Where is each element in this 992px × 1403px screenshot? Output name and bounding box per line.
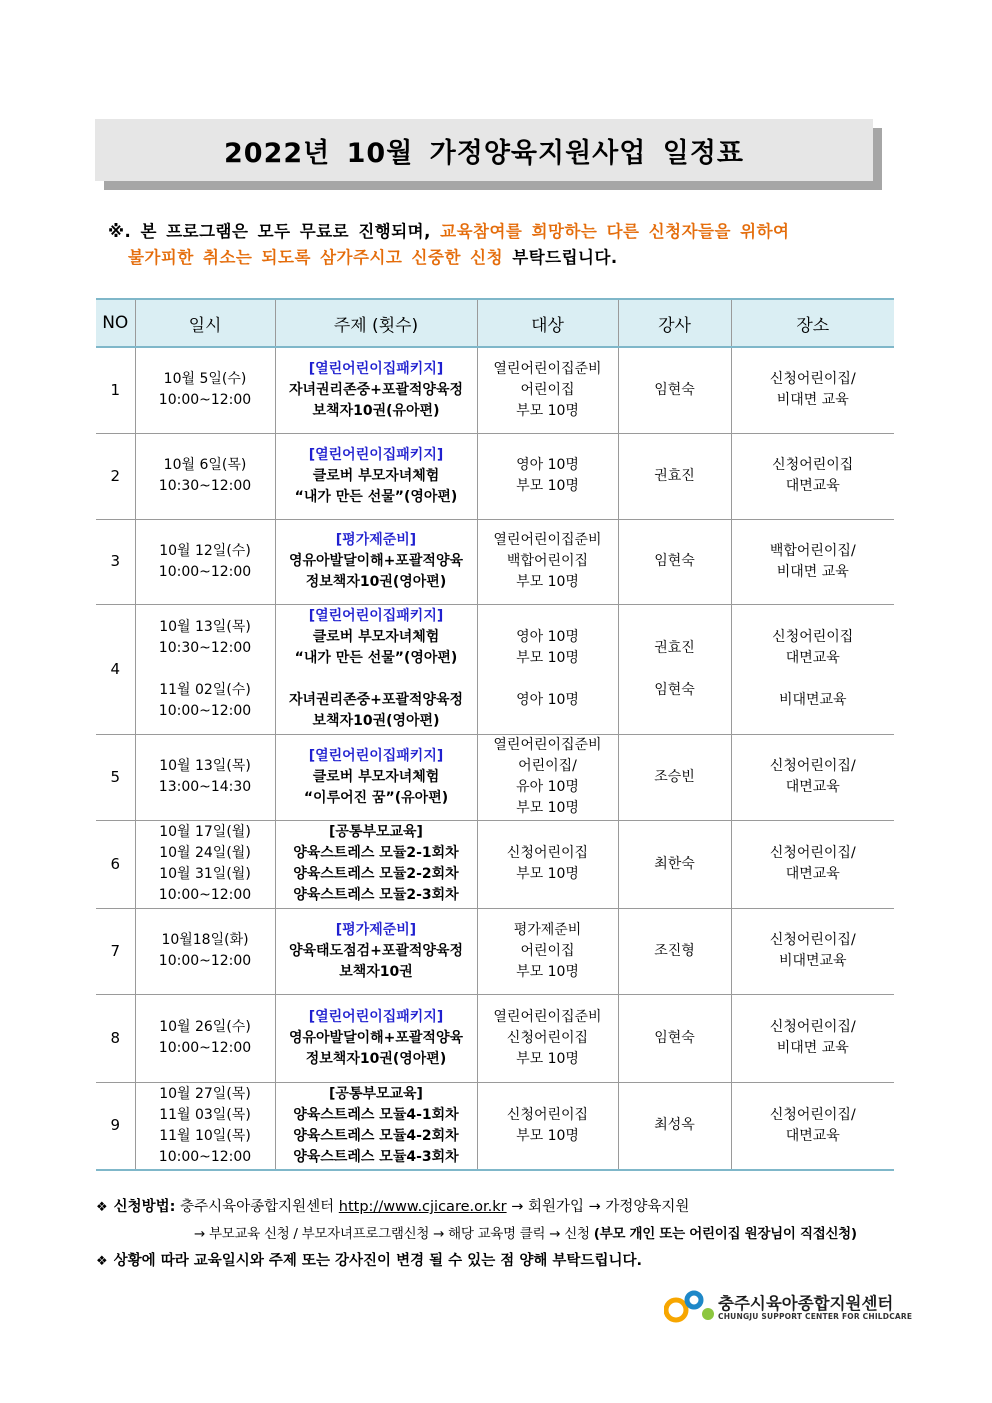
cell-line: 10월 13일(목) (159, 618, 251, 635)
table-row (96, 347, 894, 433)
cell-line: 영아 10명 (516, 692, 579, 708)
cell-place (731, 908, 894, 994)
cell-lecturer (618, 1082, 731, 1170)
cell-lecturer (618, 604, 731, 734)
cell-place (731, 347, 894, 433)
cell-target (477, 908, 618, 994)
notice-line-1 (108, 219, 888, 245)
cell-line (136, 659, 275, 680)
bullet-icon: ❖ (96, 1254, 108, 1269)
cell-line: 보책자10권(유아편) (312, 402, 440, 419)
cell-topic (275, 1082, 477, 1170)
cell-line: 정보책자10권(영아편) (305, 1050, 447, 1067)
cell-line: 신청어린이집/ (769, 1106, 856, 1123)
cell-date (135, 519, 275, 604)
cell-date (135, 734, 275, 820)
cell-line: 유아 10명 (516, 779, 579, 795)
cell-line: 백합어린이집/ (769, 542, 856, 559)
cell-line: “이루어진 꿈”(유아편) (303, 789, 449, 806)
cell-line: 임현숙 (654, 681, 695, 698)
notice-text-end: 부탁드립니다. (503, 248, 618, 267)
notice-text: 본 프로그램은 모두 무료로 진행되며, (131, 222, 441, 241)
cell-line: “내가 만든 선물”(영아편) (294, 488, 458, 505)
cell-line: 신청어린이집 (506, 845, 589, 861)
notice-mark: ※. (108, 222, 132, 241)
cell-place (731, 604, 894, 734)
topic-tag: [열린어린이집패키지] (308, 608, 444, 624)
cell-line: “내가 만든 선물”(영아편) (294, 650, 458, 666)
cell-line: 양육스트레스 모듈2-1회차 (293, 845, 459, 861)
cell-line: 열린어린이집준비 (493, 360, 602, 377)
table-row (96, 433, 894, 519)
cell-line: 보책자10권(영아편) (312, 713, 440, 729)
cell-target (477, 994, 618, 1082)
cell-line: 열린어린이집준비 (493, 737, 602, 753)
cell-place (731, 994, 894, 1082)
cell-line: 영아 10명 (516, 457, 579, 473)
cell-target (477, 347, 618, 433)
cell-line: 양육스트레스 모듈2-2회차 (293, 866, 459, 882)
cell-line: 대면교육 (785, 478, 840, 494)
cell-line: 양육스트레스 모듈4-1회차 (293, 1106, 459, 1123)
topic-tag: [열린어린이집패키지] (308, 747, 444, 764)
cell-topic (275, 734, 477, 820)
cell-line: 10월 31일(월) (159, 866, 251, 882)
cell-line: 신청어린이집/ (769, 1019, 856, 1035)
cell-no: 5 (96, 734, 135, 820)
notice-line-2 (108, 245, 888, 271)
cell-line: 신청어린이집 (772, 457, 854, 473)
cell-line: 10월 27일(목) (159, 1085, 251, 1102)
cell-line: 클로버 부모자녀체험 (312, 467, 440, 484)
cell-line: 어린이집 (520, 381, 575, 398)
cell-line: 양육태도점검+포괄적양육정 (288, 942, 464, 959)
cell-line: 대면교육 (785, 1127, 840, 1144)
cell-line: 임현숙 (654, 553, 695, 569)
cell-target (477, 1082, 618, 1170)
cell-line: 10월18일(화) (161, 932, 249, 948)
cell-topic (275, 519, 477, 604)
cell-lecturer (618, 908, 731, 994)
cell-date (135, 994, 275, 1082)
cell-no: 1 (96, 347, 135, 433)
cell-line: 10월 26일(수) (159, 1019, 251, 1035)
cell-no: 9 (96, 1082, 135, 1170)
table-row (96, 820, 894, 908)
center-logo-icon (664, 1290, 718, 1326)
cell-line (732, 669, 895, 690)
logo-subtitle: CHUNGJU SUPPORT CENTER FOR CHILDCARE (718, 1312, 913, 1321)
cell-line: 영유아발달이해+포괄적양육 (288, 1029, 464, 1046)
cell-line: 권효진 (654, 467, 695, 484)
cell-line: 영유아발달이해+포괄적양육 (288, 553, 464, 569)
notice-highlight-1: 교육참여를 희망하는 다른 신청자들을 위하여 (440, 222, 790, 241)
topic-tag: [평가제준비] (335, 921, 417, 938)
cell-line: 10:00~12:00 (158, 953, 252, 969)
cell-line: 대면교육 (785, 866, 840, 882)
cell-date (135, 1082, 275, 1170)
cell-target (477, 820, 618, 908)
table-row (96, 1082, 894, 1170)
cell-topic (275, 604, 477, 734)
change-notice-text: 상황에 따라 교육일시와 주제 또는 강사진이 변경 될 수 있는 점 양해 부탁드립니다. (113, 1253, 642, 1269)
schedule-table (96, 298, 894, 1171)
cell-line: 대면교육 (785, 779, 840, 795)
cell-line: 정보책자10권(영아편) (305, 574, 447, 590)
table-row (96, 519, 894, 604)
cell-line: 자녀권리존중+포괄적양육정 (288, 692, 464, 708)
cell-line: 어린이집/ (518, 758, 577, 774)
cell-line: 부모 10명 (516, 402, 579, 419)
cell-line: 부모 10명 (516, 478, 579, 494)
cell-line: 최한숙 (654, 855, 695, 872)
cell-topic (275, 994, 477, 1082)
apply-method-line-2 (96, 1221, 916, 1248)
cell-line: 보책자10권 (339, 963, 413, 980)
cell-line: 양육스트레스 모듈2-3회차 (293, 887, 459, 903)
cell-line: 어린이집 (520, 942, 575, 959)
notice (108, 219, 888, 271)
cell-line: 백합어린이집 (506, 553, 589, 569)
cell-line: 조진형 (654, 942, 695, 959)
header-lecturer: 강사 (618, 299, 731, 347)
cell-date (135, 347, 275, 433)
cell-line: 10월 17일(월) (159, 824, 251, 840)
cell-line: 신청어린이집/ (769, 371, 856, 388)
cell-line: 클로버 부모자녀체험 (312, 629, 440, 645)
cell-line (478, 669, 618, 690)
cell-line: 13:00~14:30 (158, 779, 252, 795)
cell-no: 8 (96, 994, 135, 1082)
cell-line: 최성옥 (654, 1117, 695, 1134)
cell-target (477, 734, 618, 820)
cell-no: 4 (96, 604, 135, 734)
cell-line: 11월 02일(수) (159, 681, 251, 698)
apply-method (96, 1194, 916, 1221)
cell-place (731, 433, 894, 519)
apply-label: 신청방법: (113, 1199, 176, 1215)
title-banner (95, 119, 873, 181)
cell-line: 임현숙 (654, 381, 695, 398)
center-logo (664, 1290, 913, 1330)
apply-steps: → 회원가입 → 가정양육지원 (506, 1199, 690, 1215)
cell-line: 부모 10명 (516, 866, 579, 882)
cell-line: 부모 10명 (516, 963, 579, 980)
apply-note: (부모 개인 또는 어린이집 원장님이 직접신청) (593, 1226, 857, 1242)
table-row (96, 734, 894, 820)
cell-lecturer (618, 994, 731, 1082)
cell-no: 3 (96, 519, 135, 604)
cell-line: 10:30~12:00 (158, 639, 252, 656)
cell-target (477, 519, 618, 604)
cell-line: 비대면교육 (778, 692, 847, 708)
cell-line: 부모 10명 (516, 800, 579, 816)
cell-line: [공통부모교육] (329, 1085, 423, 1102)
cell-line: 10:00~12:00 (158, 1040, 252, 1056)
cell-line: 조승빈 (654, 768, 695, 785)
cell-date (135, 604, 275, 734)
change-notice (96, 1248, 916, 1275)
topic-tag: [평가제준비] (335, 532, 417, 548)
cell-line: 비대면 교육 (776, 1040, 849, 1056)
cell-line: 비대면교육 (778, 953, 847, 969)
cell-lecturer (618, 347, 731, 433)
cell-line: 10:00~12:00 (158, 702, 252, 719)
cell-line: 10월 5일(수) (163, 371, 247, 388)
cell-line: 10:30~12:00 (158, 478, 252, 494)
cell-no: 2 (96, 433, 135, 519)
cell-lecturer (618, 734, 731, 820)
table-header-row (96, 299, 894, 347)
cell-date (135, 908, 275, 994)
cell-line: [공통부모교육] (329, 824, 423, 840)
cell-line: 10:00~12:00 (158, 563, 252, 580)
cell-line: 신청어린이집/ (769, 932, 856, 948)
cell-line: 신청어린이집/ (769, 845, 856, 861)
cell-line: 11월 10일(목) (159, 1127, 251, 1144)
bullet-icon: ❖ (96, 1200, 108, 1215)
cell-line: 양육스트레스 모듈4-2회차 (293, 1127, 459, 1144)
cell-line: 비대면 교육 (776, 392, 849, 409)
cell-line: 비대면 교육 (776, 563, 849, 580)
cell-line: 자녀권리존중+포괄적양육정 (288, 381, 464, 398)
cell-line: 10월 6일(목) (163, 457, 247, 473)
cell-line: 신청어린이집/ (769, 758, 856, 774)
cell-line: 평가제준비 (513, 921, 582, 938)
apply-steps-2: → 부모교육 신청 / 부모자녀프로그램신청 → 해당 교육명 클릭 → 신청 (194, 1226, 594, 1242)
cell-topic (275, 347, 477, 433)
header-place: 장소 (731, 299, 894, 347)
page-title: 2022년 10월 가정양육지원사업 일정표 (224, 137, 744, 169)
header-target: 대상 (477, 299, 618, 347)
cell-date (135, 820, 275, 908)
cell-line (619, 659, 731, 680)
table-row (96, 604, 894, 734)
cell-place (731, 734, 894, 820)
cell-lecturer (618, 519, 731, 604)
cell-place (731, 1082, 894, 1170)
header-no: NO (96, 299, 135, 347)
notice-highlight-2: 불가피한 취소는 되도록 삼가주시고 신중한 신청 (128, 248, 504, 267)
cell-line: 부모 10명 (516, 1050, 579, 1067)
cell-no: 6 (96, 820, 135, 908)
cell-topic (275, 433, 477, 519)
table-row (96, 994, 894, 1082)
cell-target (477, 433, 618, 519)
cell-line: 부모 10명 (516, 650, 579, 666)
cell-topic (275, 820, 477, 908)
cell-line: 10월 13일(목) (159, 758, 251, 774)
cell-line: 10월 12일(수) (159, 542, 251, 559)
cell-line: 열린어린이집준비 (493, 532, 602, 548)
cell-line: 신청어린이집 (506, 1029, 589, 1046)
cell-line: 10월 24일(월) (159, 845, 251, 861)
cell-line: 10:00~12:00 (158, 392, 252, 409)
cell-line: 신청어린이집 (772, 629, 854, 645)
cell-line: 10:00~12:00 (158, 1148, 252, 1165)
cell-line: 권효진 (654, 639, 695, 656)
cell-line (276, 669, 477, 690)
cell-line: 신청어린이집 (506, 1106, 589, 1123)
cell-line: 임현숙 (654, 1029, 695, 1046)
logo-name: 충주시육아종합지원센터 (718, 1294, 894, 1313)
table-row (96, 908, 894, 994)
cell-line: 영아 10명 (516, 629, 579, 645)
cell-lecturer (618, 433, 731, 519)
cell-lecturer (618, 820, 731, 908)
cell-line: 대면교육 (785, 650, 840, 666)
center-website-link[interactable]: http://www.cjicare.or.kr (338, 1199, 507, 1215)
cell-place (731, 519, 894, 604)
header-topic: 주제 (횟수) (275, 299, 477, 347)
cell-line: 양육스트레스 모듈4-3회차 (293, 1148, 459, 1165)
cell-line: 11월 03일(목) (159, 1106, 251, 1123)
cell-line: 부모 10명 (516, 1127, 579, 1144)
footer (96, 1194, 916, 1275)
cell-line: 10:00~12:00 (158, 887, 252, 903)
topic-tag: [열린어린이집패키지] (308, 360, 444, 377)
cell-topic (275, 908, 477, 994)
topic-tag: [열린어린이집패키지] (308, 446, 444, 463)
cell-line: 열린어린이집준비 (493, 1008, 602, 1025)
apply-text: 충주시육아종합지원센터 (175, 1199, 339, 1215)
header-date: 일시 (135, 299, 275, 347)
cell-place (731, 820, 894, 908)
cell-line: 클로버 부모자녀체험 (312, 768, 440, 785)
cell-no: 7 (96, 908, 135, 994)
cell-line: 부모 10명 (516, 574, 579, 590)
cell-target (477, 604, 618, 734)
topic-tag: [열린어린이집패키지] (308, 1008, 444, 1025)
cell-date (135, 433, 275, 519)
